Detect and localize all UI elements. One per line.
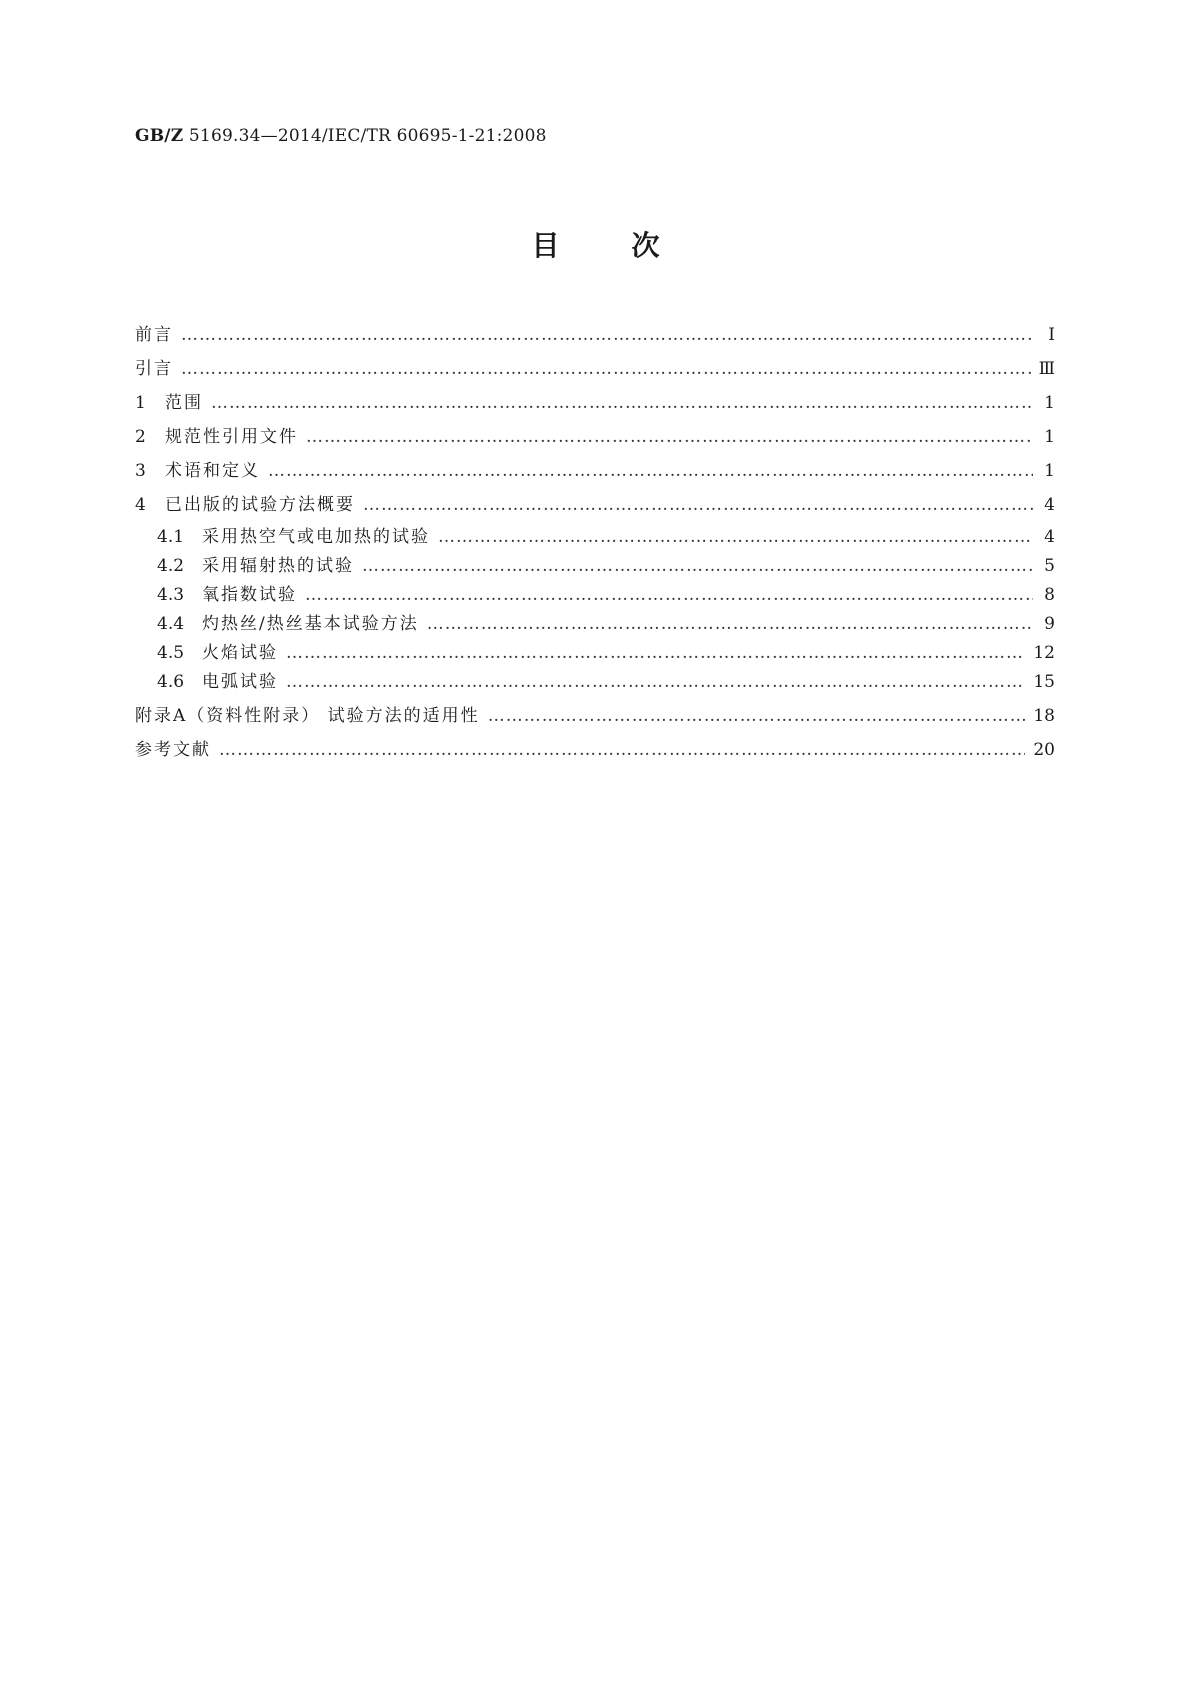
document-header: [135, 126, 547, 146]
toc-entry-number: 3: [135, 461, 146, 481]
toc-entry-label: 引言: [135, 359, 173, 379]
toc-subentry[interactable]: [157, 524, 1055, 550]
toc-entry-page: Ⅲ: [1038, 359, 1055, 379]
toc-entry-label: 规范性引用文件: [165, 427, 298, 447]
toc-entry-label: 氧指数试验: [202, 585, 297, 605]
standard-prefix: GB/Z: [135, 126, 184, 146]
toc-entry-page: 1: [1044, 461, 1055, 481]
standard-number: 5169.34—2014/IEC/TR 60695-1-21:2008: [183, 126, 547, 146]
toc-entry[interactable]: [135, 492, 1055, 518]
toc-leader-dots: [211, 390, 1033, 416]
toc-entry-page: 4: [1044, 527, 1055, 547]
toc-title-char-2: 次: [631, 229, 660, 262]
toc-leader-dots: [438, 524, 1033, 550]
toc-leader-dots: [363, 492, 1033, 518]
toc-leader-dots: [286, 669, 1025, 695]
toc-entry-number: 2: [135, 427, 146, 447]
toc-entry[interactable]: [135, 703, 1055, 729]
toc-entry-label: 附录A（资料性附录） 试验方法的适用性: [135, 706, 480, 726]
toc-entry-page: 15: [1033, 672, 1055, 692]
toc-entry-number: 4.5: [157, 643, 185, 663]
toc-title-char-1: 目: [531, 229, 560, 262]
toc-subentry[interactable]: [157, 669, 1055, 695]
toc-entry[interactable]: [135, 390, 1055, 416]
toc-leader-dots: [268, 458, 1033, 484]
toc-subentry[interactable]: [157, 582, 1055, 608]
toc-entry-number: 4.4: [157, 614, 185, 634]
toc-leader-dots: [305, 582, 1033, 608]
toc-entry-page: 4: [1044, 495, 1055, 515]
toc-entry-label: 参考文献: [135, 740, 211, 760]
toc-entry-label: 范围: [165, 393, 203, 413]
toc-entry-page: 1: [1044, 393, 1055, 413]
toc-leader-dots: [181, 322, 1033, 348]
toc-entry-page: 12: [1033, 643, 1055, 663]
toc-entry-page: Ⅰ: [1048, 325, 1055, 345]
toc-entry-label: 采用辐射热的试验: [202, 556, 354, 576]
toc-leader-dots: [219, 737, 1025, 763]
toc-entry-page: 5: [1044, 556, 1055, 576]
toc-entry[interactable]: [135, 322, 1055, 348]
toc-entry-number: 1: [135, 393, 146, 413]
toc-entry[interactable]: [135, 356, 1055, 382]
toc-entry-page: 18: [1033, 706, 1055, 726]
toc-entry-label: 电弧试验: [202, 672, 278, 692]
toc-entry-page: 9: [1044, 614, 1055, 634]
toc-leader-dots: [488, 703, 1026, 729]
toc-entry-label: 灼热丝/热丝基本试验方法: [202, 614, 419, 634]
toc-entry[interactable]: [135, 737, 1055, 763]
toc-leader-dots: [427, 611, 1033, 637]
toc-entry[interactable]: [135, 424, 1055, 450]
toc-entry-label: 术语和定义: [165, 461, 260, 481]
toc-entry-label: 火焰试验: [202, 643, 278, 663]
toc-entry-number: 4.3: [157, 585, 185, 605]
toc-leader-dots: [286, 640, 1025, 666]
toc-entry-number: 4.1: [157, 527, 185, 547]
toc-entry-number: 4: [135, 495, 146, 515]
toc-leader-dots: [181, 356, 1031, 382]
toc-leader-dots: [306, 424, 1033, 450]
toc-subentry[interactable]: [157, 640, 1055, 666]
toc-entry-label: 采用热空气或电加热的试验: [202, 527, 430, 547]
toc-entry-page: 8: [1044, 585, 1055, 605]
toc-leader-dots: [362, 553, 1033, 579]
toc-entry-page: 20: [1033, 740, 1055, 760]
toc-entry-number: 4.2: [157, 556, 185, 576]
toc-subentry[interactable]: [157, 553, 1055, 579]
toc-subentry[interactable]: [157, 611, 1055, 637]
toc-entry-page: 1: [1044, 427, 1055, 447]
toc-entry[interactable]: [135, 458, 1055, 484]
toc-entry-number: 4.6: [157, 672, 185, 692]
toc-title: [0, 224, 1191, 264]
toc-entry-label: 前言: [135, 325, 173, 345]
toc-entry-label: 已出版的试验方法概要: [165, 495, 355, 515]
